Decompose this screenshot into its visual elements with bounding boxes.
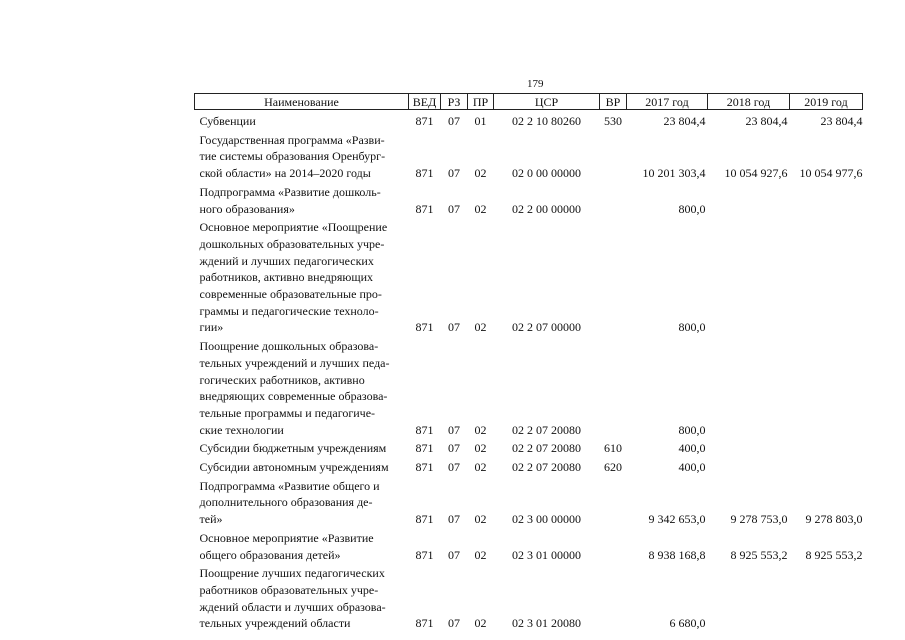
amount-2018-cell [708,336,790,438]
csr-cell: 02 2 10 80260 [512,114,581,128]
header-pr: ПР [468,94,494,110]
table-row [195,110,863,130]
rz-cell: 07 [448,441,460,456]
csr-cell: 02 2 07 20080 [512,460,581,475]
amount-2017-cell: 6 680,0 [669,616,706,631]
ved-cell: 871 [415,422,434,437]
vr-cell [600,476,627,528]
ved-cell: 871 [415,320,434,335]
csr-cell: 02 2 07 00000 [512,320,581,335]
pr-cell: 02 [474,320,487,335]
ved-cell: 871 [415,201,434,216]
amount-2017-cell: 10 201 303,4 [642,166,706,181]
name-cell: Основное мероприятие «Развитие общего образования детей» [199,530,374,562]
csr-cell: 02 2 07 20080 [512,441,581,456]
amount-2017-cell: 800,0 [678,201,706,216]
header-year-2018: 2018 год [708,94,790,110]
amount-2017-cell: 400,0 [678,460,706,475]
rz-cell: 07 [448,201,460,216]
amount-2018-cell [708,457,790,476]
amount-2017-cell: 8 938 168,8 [648,547,706,562]
amount-2017-cell: 800,0 [678,422,706,437]
pr-cell: 02 [474,441,487,456]
table-row [195,528,863,563]
table-row [195,438,863,457]
header-year-2017: 2017 год [627,94,708,110]
csr-cell: 02 0 00 00000 [512,166,581,181]
amount-2018-cell [708,217,790,336]
vr-cell [600,528,627,563]
ved-cell: 871 [415,547,434,562]
pr-cell: 01 [474,114,487,128]
vr-cell: 610 [604,441,622,456]
vr-cell [600,130,627,182]
pr-cell: 02 [474,422,487,437]
table-row [195,182,863,217]
ved-cell: 871 [415,512,434,527]
amount-2018-cell: 9 278 753,0 [730,512,788,527]
vr-cell [600,182,627,217]
amount-2019-cell [790,457,863,476]
amount-2019-cell: 9 278 803,0 [805,512,863,527]
amount-2017-cell: 9 342 653,0 [648,512,706,527]
amount-2019-cell: 8 925 553,2 [805,547,863,562]
header-csr: ЦСР [494,94,600,110]
pr-cell: 02 [474,201,487,216]
header-ved: ВЕД [409,94,441,110]
amount-2018-cell: 10 054 927,6 [724,166,788,181]
amount-2017-cell: 400,0 [678,441,706,456]
rz-cell: 07 [448,616,460,631]
table-row [195,563,863,632]
pr-cell: 02 [474,512,487,527]
csr-cell: 02 3 01 20080 [512,616,581,631]
pr-cell: 02 [474,460,487,475]
name-cell: Субвенции [199,114,256,128]
table-body [195,110,863,633]
table-row [195,130,863,182]
amount-2018-cell: 8 925 553,2 [730,547,788,562]
pr-cell: 02 [474,616,487,631]
amount-2019-cell: 23 804,4 [820,114,863,128]
budget-table [194,93,863,632]
table-row [195,217,863,336]
ved-cell: 871 [415,441,434,456]
csr-cell: 02 3 00 00000 [512,512,581,527]
header-vr: ВР [600,94,627,110]
rz-cell: 07 [448,320,460,335]
header-year-2019: 2019 год [790,94,863,110]
name-cell: Поощрение дошкольных образова- тельных учреждений и лучших педа- гогических работников, активно внедряющих современные образова- тельные программы и педагогиче- ские технологии [199,339,390,437]
amount-2019-cell [790,182,863,217]
vr-cell: 530 [604,114,622,128]
rz-cell: 07 [448,422,460,437]
table-row [195,336,863,438]
rz-cell: 07 [448,114,460,128]
table-row [195,476,863,528]
rz-cell: 07 [448,460,460,475]
ved-cell: 871 [415,166,434,181]
pr-cell: 02 [474,166,487,181]
name-cell: Подпрограмма «Развитие дошколь- ного образования» [199,184,381,216]
csr-cell: 02 3 01 00000 [512,547,581,562]
table-row [195,457,863,476]
rz-cell: 07 [448,547,460,562]
header-rz: РЗ [441,94,468,110]
name-cell: Государственная программа «Разви- тие системы образования Оренбург- ской области» на 2014–2020 годы [199,132,386,181]
amount-2018-cell [708,563,790,632]
ved-cell: 871 [415,114,434,128]
vr-cell [600,336,627,438]
amount-2019-cell [790,438,863,457]
amount-2018-cell [708,438,790,457]
amount-2019-cell [790,563,863,632]
amount-2017-cell: 23 804,4 [663,114,706,128]
amount-2018-cell [708,182,790,217]
amount-2019-cell [790,217,863,336]
ved-cell: 871 [415,616,434,631]
vr-cell [600,563,627,632]
pr-cell: 02 [474,547,487,562]
csr-cell: 02 2 00 00000 [512,201,581,216]
amount-2019-cell [790,336,863,438]
name-cell: Субсидии бюджетным учреждениям [199,441,387,456]
name-cell: Поощрение лучших педагогических работников образовательных учре- ждений области и лучших образова- тельных учреждений области [199,566,386,631]
amount-2019-cell: 10 054 977,6 [799,166,863,181]
name-cell: Субсидии автономным учреждениям [199,460,389,475]
table-header [195,94,863,110]
amount-2017-cell: 800,0 [678,320,706,335]
ved-cell: 871 [415,460,434,475]
rz-cell: 07 [448,166,460,181]
header-name: Наименование [195,94,409,110]
name-cell: Основное мероприятие «Поощрение дошкольных образовательных учре- ждений и лучших педагогических работников, активно внедряющих современные образовательные про- граммы и педагогические техноло- гии» [199,220,388,335]
vr-cell: 620 [604,460,622,475]
vr-cell [600,217,627,336]
page-number: 179 [527,78,544,90]
amount-2018-cell: 23 804,4 [745,114,788,128]
rz-cell: 07 [448,512,460,527]
name-cell: Подпрограмма «Развитие общего и дополнительного образования де- тей» [199,478,380,527]
csr-cell: 02 2 07 20080 [512,422,581,437]
